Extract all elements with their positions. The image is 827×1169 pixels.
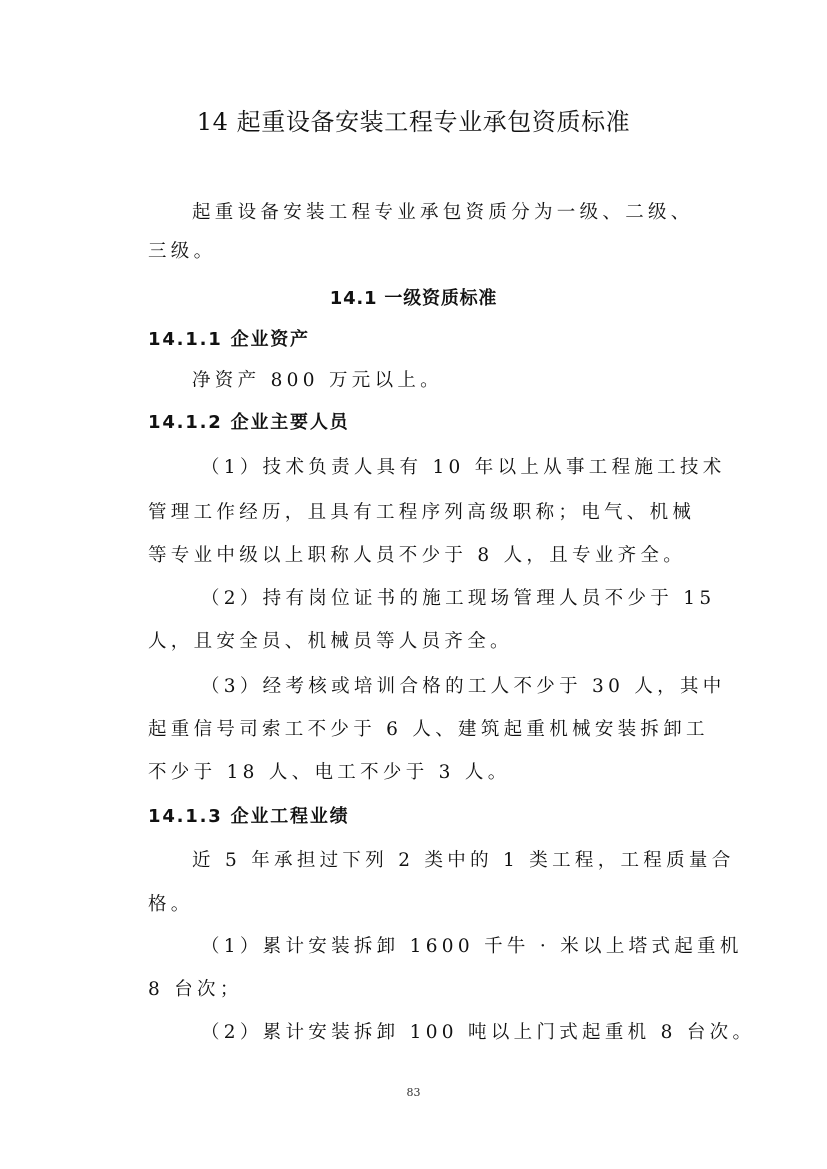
personnel-item-3-line-1: （3）经考核或培训合格的工人不少于 30 人，其中 — [201, 676, 726, 697]
intro-line-1: 起重设备安装工程专业承包资质分为一级、二级、 — [192, 202, 694, 223]
document-title: 14 起重设备安装工程专业承包资质标准 — [196, 108, 631, 136]
personnel-item-1-line-1: （1）技术负责人具有 10 年以上从事工程施工技术 — [201, 457, 726, 478]
personnel-item-3-line-2: 起重信号司索工不少于 6 人、建筑起重机械安装拆卸工 — [148, 719, 709, 740]
clause-heading-14-1-3: 14.1.3 企业工程业绩 — [148, 806, 350, 827]
performance-item-2-line-1: （2）累计安装拆卸 100 吨以上门式起重机 8 台次。 — [201, 1022, 756, 1043]
performance-item-1-line-1: （1）累计安装拆卸 1600 千牛 · 米以上塔式起重机 — [201, 936, 743, 957]
performance-intro-line-2: 格。 — [148, 894, 194, 915]
page-number: 83 — [406, 1086, 421, 1099]
performance-item-1-line-2: 8 台次； — [148, 979, 243, 1000]
clause-heading-14-1-1: 14.1.1 企业资产 — [148, 329, 310, 350]
performance-intro-line-1: 近 5 年承担过下列 2 类中的 1 类工程，工程质量合 — [192, 850, 735, 871]
clause-14-1-1-text: 净资产 800 万元以上。 — [192, 370, 443, 391]
personnel-item-1-line-2: 管理工作经历，且具有工程序列高级职称；电气、机械 — [148, 502, 696, 523]
personnel-item-2-line-1: （2）持有岗位证书的施工现场管理人员不少于 15 — [201, 588, 716, 609]
personnel-item-1-line-3: 等专业中级以上职称人员不少于 8 人，且专业齐全。 — [148, 545, 687, 566]
personnel-item-3-line-3: 不少于 18 人、电工不少于 3 人。 — [148, 762, 511, 783]
intro-line-2: 三级。 — [148, 241, 217, 262]
personnel-item-2-line-2: 人，且安全员、机械员等人员齐全。 — [148, 631, 513, 652]
section-heading-14-1: 14.1 一级资质标准 — [329, 288, 498, 309]
clause-heading-14-1-2: 14.1.2 企业主要人员 — [148, 412, 350, 433]
